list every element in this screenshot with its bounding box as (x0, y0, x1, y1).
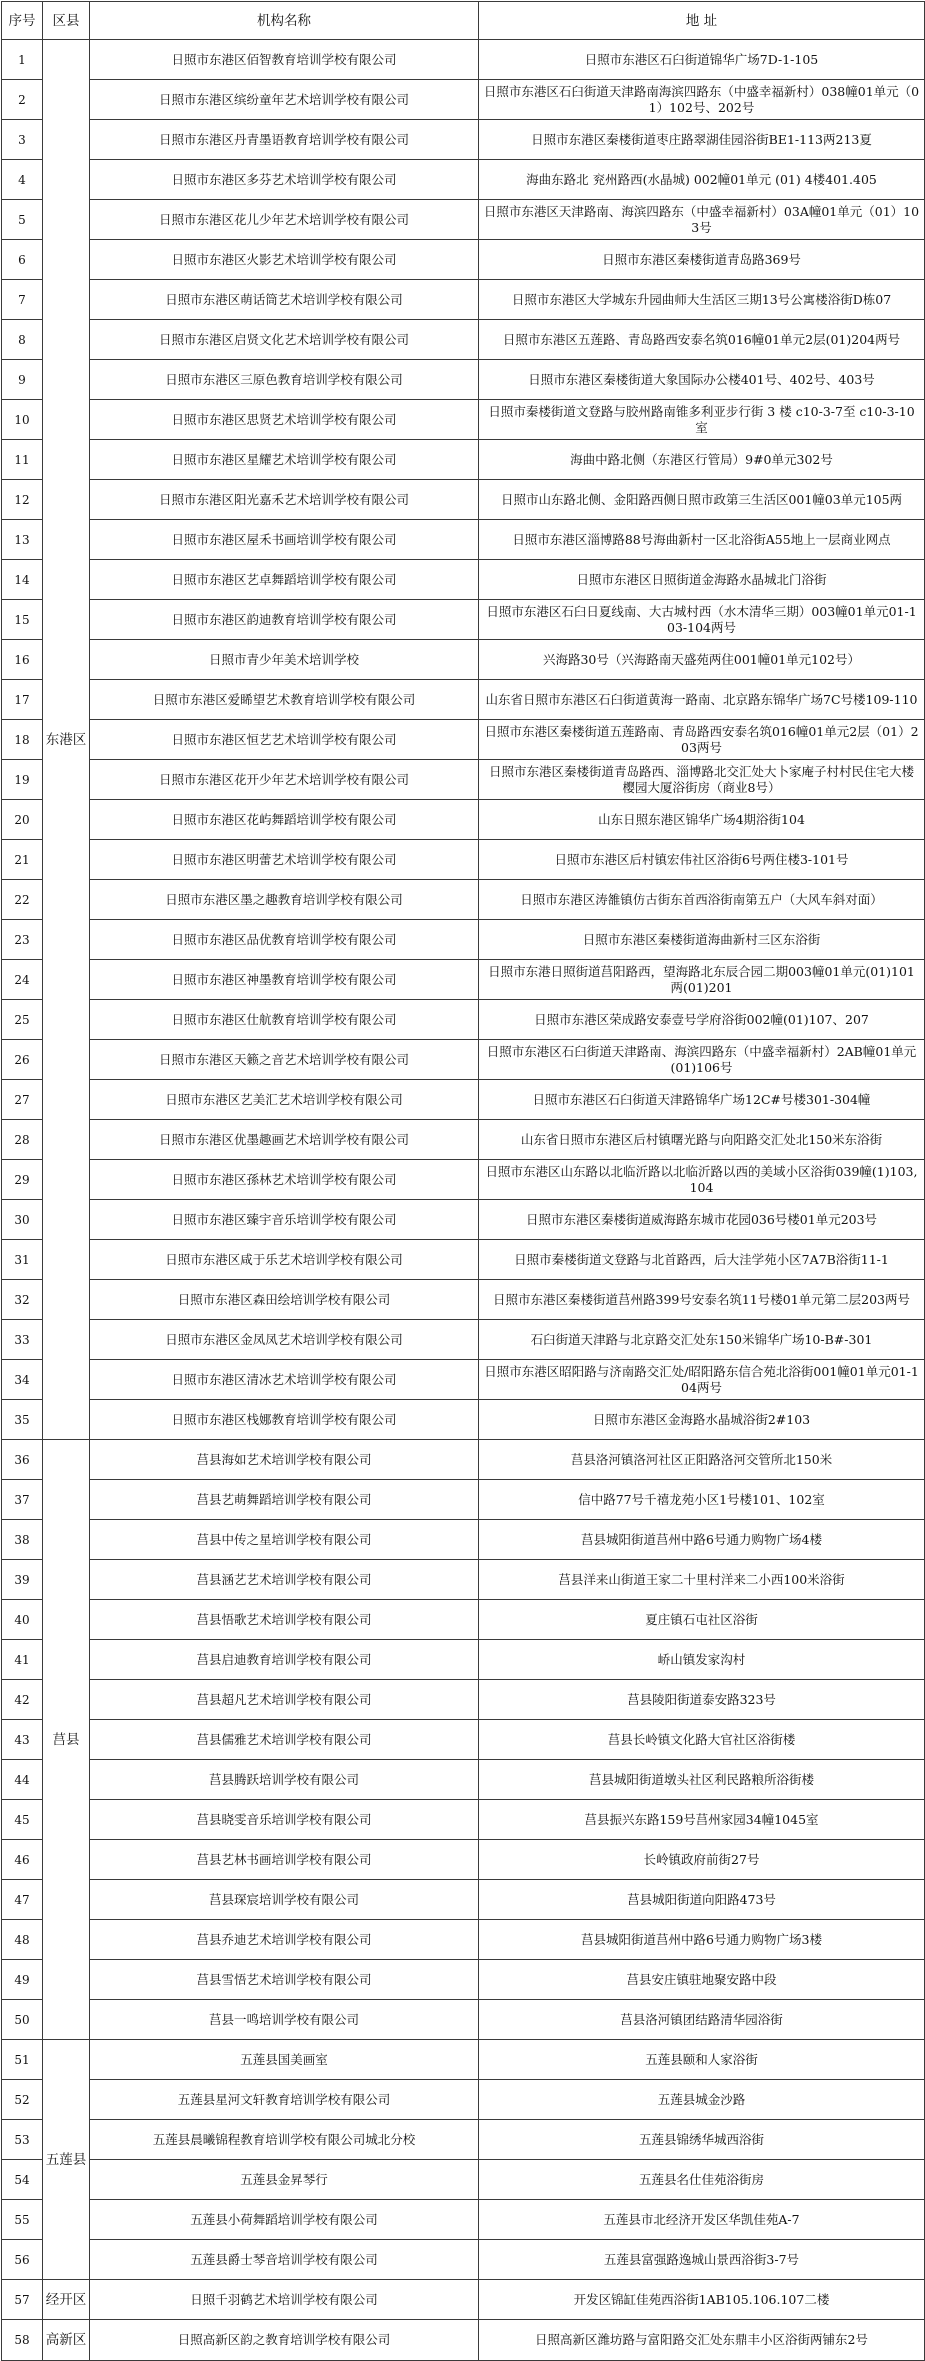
table-row (2, 1720, 925, 1760)
row-institution-name: 莒县悟歌艺术培训学校有限公司 (90, 1600, 479, 1640)
table-row (2, 1680, 925, 1720)
row-address: 日照高新区潍坊路与富阳路交汇处东鼎丰小区浴街两铺东2号 (479, 2320, 925, 2361)
row-seq: 23 (2, 920, 43, 960)
row-seq: 10 (2, 400, 43, 440)
row-seq: 56 (2, 2240, 43, 2280)
row-address: 日照市东港区昭阳路与济南路交汇处/昭阳路东信合苑北浴街001幢01单元01-104两号 (479, 1360, 925, 1400)
row-address: 莒县振兴东路159号莒州家园34幢1045室 (479, 1800, 925, 1840)
row-address: 日照市东港区石臼街道天津路南海滨四路东（中盛幸福新村）038幢01单元（01）102号、202号 (479, 80, 925, 120)
table-row (2, 960, 925, 1000)
row-institution-name: 日照市东港区艺美汇艺术培训学校有限公司 (90, 1080, 479, 1120)
district-cell: 五莲县 (43, 2040, 90, 2280)
row-seq: 12 (2, 480, 43, 520)
table-row (2, 1640, 925, 1680)
table-row (2, 880, 925, 920)
row-seq: 33 (2, 1320, 43, 1360)
row-seq: 8 (2, 320, 43, 360)
row-address: 莒县长岭镇文化路大官社区浴街楼 (479, 1720, 925, 1760)
row-seq: 35 (2, 1400, 43, 1440)
table-row (2, 800, 925, 840)
row-seq: 1 (2, 40, 43, 80)
row-seq: 43 (2, 1720, 43, 1760)
row-institution-name: 日照市东港区神墨教育培训学校有限公司 (90, 960, 479, 1000)
row-institution-name: 日照市东港区艺卓舞蹈培训学校有限公司 (90, 560, 479, 600)
row-seq: 55 (2, 2200, 43, 2240)
row-institution-name: 日照市东港区阳光嘉禾艺术培训学校有限公司 (90, 480, 479, 520)
table-row (2, 680, 925, 720)
table-row (2, 2000, 925, 2040)
row-address: 五莲县名仕佳苑浴街房 (479, 2160, 925, 2200)
table-row (2, 920, 925, 960)
row-address: 日照市东港区日照街道金海路水晶城北门浴街 (479, 560, 925, 600)
row-seq: 57 (2, 2280, 43, 2320)
row-address: 信中路77号千禧龙苑小区1号楼101、102室 (479, 1480, 925, 1520)
table-row (2, 720, 925, 760)
table-row (2, 1360, 925, 1400)
row-address: 石臼街道天津路与北京路交汇处东150米锦华广场10-B#-301 (479, 1320, 925, 1360)
row-address: 五莲县城金沙路 (479, 2080, 925, 2120)
row-address: 莒县洛河镇洛河社区正阳路洛河交管所北150米 (479, 1440, 925, 1480)
row-institution-name: 日照市东港区萌话筒艺术培训学校有限公司 (90, 280, 479, 320)
row-address: 莒县城阳街道墩头社区利民路粮所浴街楼 (479, 1760, 925, 1800)
row-institution-name: 日照市东港区缤纷童年艺术培训学校有限公司 (90, 80, 479, 120)
row-institution-name: 日照市东港区花儿少年艺术培训学校有限公司 (90, 200, 479, 240)
table-row (2, 1400, 925, 1440)
row-address: 莒县城阳街道莒州中路6号通力购物广场4楼 (479, 1520, 925, 1560)
row-address: 日照市东港区后村镇宏伟社区浴街6号两住楼3-101号 (479, 840, 925, 880)
table-row (2, 480, 925, 520)
row-institution-name: 日照高新区韵之教育培训学校有限公司 (90, 2320, 479, 2361)
row-seq: 37 (2, 1480, 43, 1520)
row-institution-name: 莒县涵艺艺术培训学校有限公司 (90, 1560, 479, 1600)
row-institution-name: 日照市东港区优墨趣画艺术培训学校有限公司 (90, 1120, 479, 1160)
row-address: 长岭镇政府前街27号 (479, 1840, 925, 1880)
row-institution-name: 日照市东港区孫林艺术培训学校有限公司 (90, 1160, 479, 1200)
table-row (2, 2240, 925, 2280)
row-seq: 29 (2, 1160, 43, 1200)
row-address: 莒县城阳街道莒州中路6号通力购物广场3楼 (479, 1920, 925, 1960)
row-institution-name: 日照市东港区星耀艺术培训学校有限公司 (90, 440, 479, 480)
table-body (2, 40, 925, 2361)
row-institution-name: 五莲县国美画室 (90, 2040, 479, 2080)
row-seq: 46 (2, 1840, 43, 1880)
row-seq: 49 (2, 1960, 43, 2000)
table-row (2, 200, 925, 240)
row-address: 莒县城阳街道向阳路473号 (479, 1880, 925, 1920)
row-institution-name: 日照市东港区花屿舞蹈培训学校有限公司 (90, 800, 479, 840)
table-row (2, 1040, 925, 1080)
row-address: 莒县洛河镇团结路清华园浴街 (479, 2000, 925, 2040)
table-row (2, 1280, 925, 1320)
row-seq: 53 (2, 2120, 43, 2160)
row-address: 五莲县富强路逸城山景西浴街3-7号 (479, 2240, 925, 2280)
table-row (2, 760, 925, 800)
table-row (2, 1240, 925, 1280)
table-row (2, 1320, 925, 1360)
row-seq: 44 (2, 1760, 43, 1800)
row-seq: 24 (2, 960, 43, 1000)
row-address: 日照市东港区石臼街道天津路锦华广场12C#号楼301-304幢 (479, 1080, 925, 1120)
row-seq: 20 (2, 800, 43, 840)
row-seq: 36 (2, 1440, 43, 1480)
table-row (2, 160, 925, 200)
row-seq: 40 (2, 1600, 43, 1640)
table-row (2, 1760, 925, 1800)
row-seq: 3 (2, 120, 43, 160)
row-address: 海曲东路北 兖州路西(水晶城) 002幢01单元 (01) 4楼401.405 (479, 160, 925, 200)
row-seq: 9 (2, 360, 43, 400)
row-seq: 30 (2, 1200, 43, 1240)
row-address: 五莲县颐和人家浴街 (479, 2040, 925, 2080)
row-seq: 15 (2, 600, 43, 640)
row-address: 日照市东港区石臼日夏线南、大古城村西（水木清华三期）003幢01单元01-103-104两号 (479, 600, 925, 640)
row-seq: 52 (2, 2080, 43, 2120)
row-address: 日照市东港区秦楼街道五莲路南、青岛路西安泰名筑016幢01单元2层（01）203两号 (479, 720, 925, 760)
row-address: 山东日照东港区锦华广场4期浴街104 (479, 800, 925, 840)
row-address: 日照市东港区金海路水晶城浴街2#103 (479, 1400, 925, 1440)
row-address: 日照市山东路北侧、金阳路西侧日照市政第三生活区001幢03单元105两 (479, 480, 925, 520)
row-seq: 21 (2, 840, 43, 880)
row-seq: 54 (2, 2160, 43, 2200)
row-address: 峤山镇发家沟村 (479, 1640, 925, 1680)
row-seq: 48 (2, 1920, 43, 1960)
row-address: 夏庄镇石屯社区浴街 (479, 1600, 925, 1640)
row-address: 兴海路30号（兴海路南天盛苑两住001幢01单元102号） (479, 640, 925, 680)
table-row (2, 1880, 925, 1920)
row-seq: 6 (2, 240, 43, 280)
row-seq: 19 (2, 760, 43, 800)
row-seq: 2 (2, 80, 43, 120)
row-address: 日照市东港区荣成路安泰壹号学府浴街002幢(01)107、207 (479, 1000, 925, 1040)
table-row (2, 2040, 925, 2080)
table-row (2, 600, 925, 640)
table-row (2, 1920, 925, 1960)
row-institution-name: 日照市东港区火影艺术培训学校有限公司 (90, 240, 479, 280)
row-institution-name: 莒县一鸣培训学校有限公司 (90, 2000, 479, 2040)
table-row (2, 640, 925, 680)
table-row (2, 1480, 925, 1520)
row-address: 莒县陵阳街道泰安路323号 (479, 1680, 925, 1720)
table-row (2, 2120, 925, 2160)
table-row (2, 1800, 925, 1840)
institution-table (1, 1, 925, 2361)
row-institution-name: 日照市东港区佰智教育培训学校有限公司 (90, 40, 479, 80)
table-row (2, 400, 925, 440)
row-address: 日照市东港区淄博路88号海曲新村一区北浴街A55地上一层商业网点 (479, 520, 925, 560)
row-seq: 50 (2, 2000, 43, 2040)
row-institution-name: 日照市东港区金凤凤艺术培训学校有限公司 (90, 1320, 479, 1360)
row-seq: 34 (2, 1360, 43, 1400)
row-seq: 18 (2, 720, 43, 760)
row-seq: 42 (2, 1680, 43, 1720)
row-seq: 58 (2, 2320, 43, 2361)
district-cell: 莒县 (43, 1440, 90, 2040)
row-address: 日照市东港区秦楼街道大象国际办公楼401号、402号、403号 (479, 360, 925, 400)
row-seq: 16 (2, 640, 43, 680)
row-seq: 13 (2, 520, 43, 560)
district-cell: 东港区 (43, 40, 90, 1440)
table-row (2, 240, 925, 280)
row-seq: 39 (2, 1560, 43, 1600)
table-row (2, 280, 925, 320)
row-seq: 7 (2, 280, 43, 320)
row-seq: 4 (2, 160, 43, 200)
table-row (2, 1120, 925, 1160)
row-address: 日照市东港区石臼街道锦华广场7D-1-105 (479, 40, 925, 80)
table-row (2, 120, 925, 160)
row-address: 山东省日照市东港区石臼街道黄海一路南、北京路东锦华广场7C号楼109-110 (479, 680, 925, 720)
row-seq: 25 (2, 1000, 43, 1040)
table-row (2, 1520, 925, 1560)
table-row (2, 40, 925, 80)
row-institution-name: 日照市东港区仕航教育培训学校有限公司 (90, 1000, 479, 1040)
row-seq: 17 (2, 680, 43, 720)
table-row (2, 1440, 925, 1480)
row-institution-name: 莒县海如艺术培训学校有限公司 (90, 1440, 479, 1480)
row-institution-name: 莒县腾跃培训学校有限公司 (90, 1760, 479, 1800)
header-address: 地 址 (479, 2, 925, 40)
row-seq: 31 (2, 1240, 43, 1280)
table-row (2, 80, 925, 120)
row-seq: 28 (2, 1120, 43, 1160)
row-address: 日照市东港区秦楼街道枣庄路翠湖佳园浴街BE1-113两213夏 (479, 120, 925, 160)
header-name: 机构名称 (90, 2, 479, 40)
row-institution-name: 莒县雪悟艺术培训学校有限公司 (90, 1960, 479, 2000)
row-institution-name: 莒县中传之星培训学校有限公司 (90, 1520, 479, 1560)
table-row (2, 560, 925, 600)
row-institution-name: 日照市东港区三原色教育培训学校有限公司 (90, 360, 479, 400)
row-institution-name: 日照市东港区思贤艺术培训学校有限公司 (90, 400, 479, 440)
row-institution-name: 日照市东港区多芬艺术培训学校有限公司 (90, 160, 479, 200)
row-institution-name: 五莲县金昇琴行 (90, 2160, 479, 2200)
row-institution-name: 日照市东港区咸于乐艺术培训学校有限公司 (90, 1240, 479, 1280)
row-institution-name: 莒县艺萌舞蹈培训学校有限公司 (90, 1480, 479, 1520)
row-institution-name: 五莲县星河文轩教育培训学校有限公司 (90, 2080, 479, 2120)
header-district: 区县 (43, 2, 90, 40)
row-institution-name: 日照市东港区明蕾艺术培训学校有限公司 (90, 840, 479, 880)
row-seq: 26 (2, 1040, 43, 1080)
row-address: 日照市秦楼街道文登路与胶州路南锥多利亚步行街 3 楼 c10-3-7至 c10-3-10 室 (479, 400, 925, 440)
row-institution-name: 日照市东港区天籁之音艺术培训学校有限公司 (90, 1040, 479, 1080)
row-institution-name: 日照市东港区恒艺艺术培训学校有限公司 (90, 720, 479, 760)
row-institution-name: 莒县儒雅艺术培训学校有限公司 (90, 1720, 479, 1760)
row-seq: 11 (2, 440, 43, 480)
table-row (2, 360, 925, 400)
table-row (2, 1840, 925, 1880)
table-row (2, 2280, 925, 2320)
row-seq: 51 (2, 2040, 43, 2080)
row-seq: 45 (2, 1800, 43, 1840)
row-institution-name: 莒县琛宸培训学校有限公司 (90, 1880, 479, 1920)
row-address: 莒县洋来山街道王家二十里村洋来二小西100米浴街 (479, 1560, 925, 1600)
row-address: 日照市东港区秦楼街道威海路东城市花园036号楼01单元203号 (479, 1200, 925, 1240)
row-address: 日照市东港区五莲路、青岛路西安泰名筑016幢01单元2层(01)204两号 (479, 320, 925, 360)
row-institution-name: 日照市东港区栈娜教育培训学校有限公司 (90, 1400, 479, 1440)
row-seq: 27 (2, 1080, 43, 1120)
row-institution-name: 日照市东港区屋禾书画培训学校有限公司 (90, 520, 479, 560)
row-institution-name: 日照市东港区森田绘培训学校有限公司 (90, 1280, 479, 1320)
header-seq: 序号 (2, 2, 43, 40)
table-row (2, 1600, 925, 1640)
row-institution-name: 五莲县小荷舞蹈培训学校有限公司 (90, 2200, 479, 2240)
row-institution-name: 日照市东港区爱睎望艺术教育培训学校有限公司 (90, 680, 479, 720)
table-row (2, 2200, 925, 2240)
row-address: 五莲县市北经济开发区华凯佳苑A-7 (479, 2200, 925, 2240)
row-address: 日照市东港区秦楼街道青岛路西、淄博路北交汇处大卜家庵子村村民住宅大楼樱园大厦浴街房（商业8号） (479, 760, 925, 800)
row-institution-name: 五莲县晨曦锦程教育培训学校有限公司城北分校 (90, 2120, 479, 2160)
row-seq: 47 (2, 1880, 43, 1920)
row-address: 日照市东港区涛雒镇仿古街东首西浴街南第五户（大风车斜对面） (479, 880, 925, 920)
row-institution-name: 日照市东港区花开少年艺术培训学校有限公司 (90, 760, 479, 800)
row-address: 海曲中路北侧（东港区行管局）9#0单元302号 (479, 440, 925, 480)
row-institution-name: 日照市东港区丹青墨语教育培训学校有限公司 (90, 120, 479, 160)
row-address: 日照市东港区秦楼街道莒州路399号安泰名筑11号楼01单元第二层203两号 (479, 1280, 925, 1320)
table-row (2, 1960, 925, 2000)
table-row (2, 1560, 925, 1600)
table-row (2, 840, 925, 880)
row-address: 日照市东港区石臼街道天津路南、海滨四路东（中盛幸福新村）2AB幢01单元(01)106号 (479, 1040, 925, 1080)
row-address: 五莲县锦绣华城西浴街 (479, 2120, 925, 2160)
row-seq: 14 (2, 560, 43, 600)
table-row (2, 1000, 925, 1040)
row-address: 日照市东港区秦楼街道青岛路369号 (479, 240, 925, 280)
row-institution-name: 莒县启迪教育培训学校有限公司 (90, 1640, 479, 1680)
table-row (2, 1200, 925, 1240)
row-address: 日照市东港区山东路以北临沂路以北临沂路以西的美域小区浴街039幢(1)103,104 (479, 1160, 925, 1200)
row-seq: 5 (2, 200, 43, 240)
row-institution-name: 日照市东港区清冰艺术培训学校有限公司 (90, 1360, 479, 1400)
district-cell: 高新区 (43, 2320, 90, 2361)
row-seq: 41 (2, 1640, 43, 1680)
row-institution-name: 五莲县爵士琴音培训学校有限公司 (90, 2240, 479, 2280)
row-institution-name: 莒县艺林书画培训学校有限公司 (90, 1840, 479, 1880)
table-row (2, 1080, 925, 1120)
row-address: 日照市东港区秦楼街道海曲新村三区东浴街 (479, 920, 925, 960)
row-institution-name: 日照千羽鹤艺术培训学校有限公司 (90, 2280, 479, 2320)
header-row (2, 2, 925, 40)
row-address: 莒县安庄镇驻地聚安路中段 (479, 1960, 925, 2000)
table-row (2, 440, 925, 480)
row-seq: 38 (2, 1520, 43, 1560)
table-row (2, 320, 925, 360)
row-address: 日照市秦楼街道文登路与北首路西，后大洼学苑小区7A7B浴街11-1 (479, 1240, 925, 1280)
row-institution-name: 日照市青少年美术培训学校 (90, 640, 479, 680)
row-address: 开发区锦缸佳苑西浴街1AB105.106.107二楼 (479, 2280, 925, 2320)
row-institution-name: 莒县乔迪艺术培训学校有限公司 (90, 1920, 479, 1960)
table-row (2, 2320, 925, 2361)
row-seq: 32 (2, 1280, 43, 1320)
row-institution-name: 日照市东港区韵迪教育培训学校有限公司 (90, 600, 479, 640)
table-row (2, 2160, 925, 2200)
table-row (2, 2080, 925, 2120)
row-institution-name: 日照市东港区臻宇音乐培训学校有限公司 (90, 1200, 479, 1240)
row-address: 日照市东港日照街道莒阳路西，望海路北东辰合园二期003幢01单元(01)101两(01)201 (479, 960, 925, 1000)
row-institution-name: 莒县超凡艺术培训学校有限公司 (90, 1680, 479, 1720)
row-address: 日照市东港区大学城东升园曲师大生活区三期13号公寓楼浴街D栋07 (479, 280, 925, 320)
table-row (2, 520, 925, 560)
row-seq: 22 (2, 880, 43, 920)
district-cell: 经开区 (43, 2280, 90, 2320)
row-institution-name: 莒县晓雯音乐培训学校有限公司 (90, 1800, 479, 1840)
row-institution-name: 日照市东港区品优教育培训学校有限公司 (90, 920, 479, 960)
row-address: 日照市东港区天津路南、海滨四路东（中盛幸福新村）03A幢01单元（01）103号 (479, 200, 925, 240)
row-institution-name: 日照市东港区墨之趣教育培训学校有限公司 (90, 880, 479, 920)
row-institution-name: 日照市东港区启贤文化艺术培训学校有限公司 (90, 320, 479, 360)
table-row (2, 1160, 925, 1200)
row-address: 山东省日照市东港区后村镇曙光路与向阳路交汇处北150米东浴街 (479, 1120, 925, 1160)
